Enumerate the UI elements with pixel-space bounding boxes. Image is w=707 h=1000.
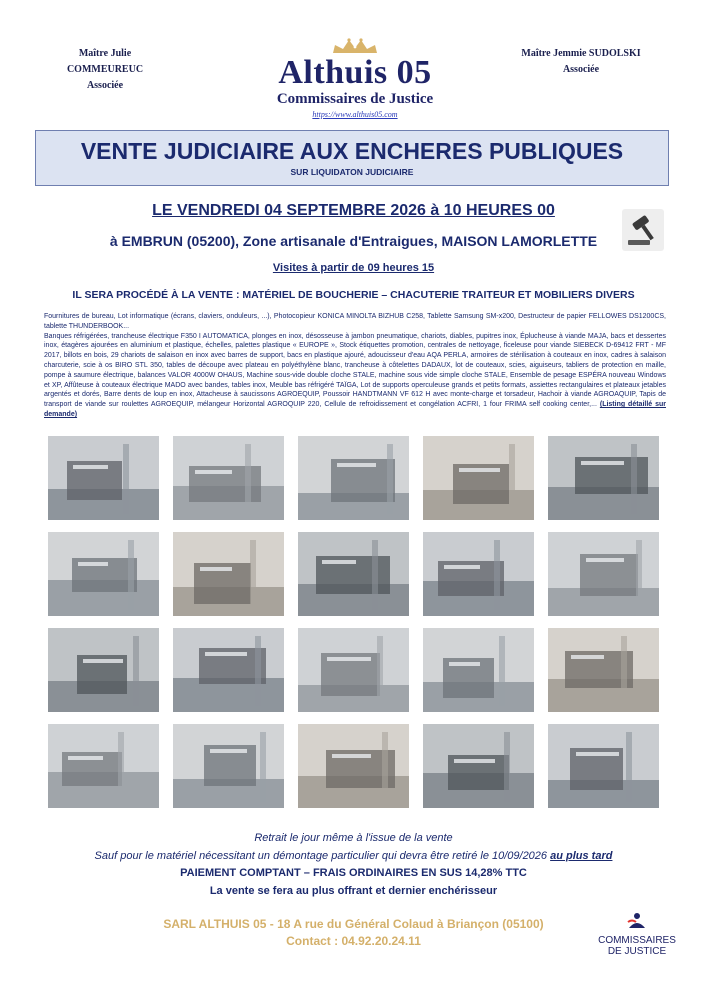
gavel-icon	[622, 209, 664, 251]
brand-url-link[interactable]: https://www.althuis05.com	[312, 110, 398, 119]
equipment-photo	[423, 436, 534, 520]
left-partner-name: Maître Julie COMMEUREUC	[66, 48, 144, 75]
crown-icon	[330, 38, 380, 54]
retrait-exception	[0, 850, 707, 862]
equipment-photo	[48, 724, 159, 808]
sale-date: LE VENDREDI 04 SEPTEMBRE 2026 à 10 HEURES 00	[152, 202, 555, 219]
equipment-photo	[48, 532, 159, 616]
equipment-photo	[298, 628, 409, 712]
equipment-photo	[548, 724, 659, 808]
brand-logo	[220, 38, 490, 119]
payment-terms: PAIEMENT COMPTANT – FRAIS ORDINAIRES EN SUS 14,28% TTC	[180, 867, 527, 879]
right-partner	[506, 46, 656, 78]
equipment-photo	[298, 532, 409, 616]
equipment-photo	[423, 532, 534, 616]
retrait-note: Retrait le jour même à l'issue de la vente	[254, 832, 453, 844]
logo-line-1: COMMISSAIRES	[598, 935, 676, 946]
right-partner-role: Associée	[562, 64, 600, 75]
equipment-photo	[423, 628, 534, 712]
equipment-photo	[548, 628, 659, 712]
listing-link[interactable]: (Listing détaillé sur demande)	[44, 401, 666, 418]
banner-subtitle: SUR LIQUIDATON JUDICIAIRE	[290, 167, 414, 177]
title-banner	[35, 130, 669, 186]
equipment-photo	[173, 628, 284, 712]
commissaires-de-justice-logo	[592, 912, 682, 957]
equipment-photo	[173, 436, 284, 520]
equipment-photo	[423, 724, 534, 808]
company-address: SARL ALTHUIS 05 - 18 A rue du Général Colaud à Briançon (05100)	[163, 917, 544, 931]
sale-heading: IL SERA PROCÉDÉ À LA VENTE : MATÉRIEL DE BOUCHERIE – CHACUTERIE TRAITEUR ET MOBILIERS DIVERS	[72, 289, 635, 301]
equipment-photo	[48, 436, 159, 520]
left-partner-role: Associée	[86, 80, 124, 91]
equipment-photo	[548, 436, 659, 520]
equipment-photo	[48, 628, 159, 712]
logo-line-2: DE JUSTICE	[607, 946, 667, 957]
description-paragraph-office: Fournitures de bureau, Lot informatique (écrans, claviers, onduleurs, ...), Photocopieur KONICA MINOLTA BIZHUB C258, Tablette Samsung SM-x200, Destructeur de papier FELLOWES DS1200CS, tablette THUNDERBOOK...	[44, 313, 666, 330]
sale-terms: La vente se fera au plus offrant et dernier enchérisseur	[209, 885, 498, 897]
left-partner	[40, 46, 170, 94]
retrait-exception-text: Sauf pour le matériel nécessitant un démontage particulier qui devra être retiré le 10/09/2026	[94, 850, 548, 862]
banner-title: VENTE JUDICIAIRE AUX ENCHERES PUBLIQUES	[80, 138, 624, 164]
equipment-photo	[173, 724, 284, 808]
description-equipment-text: Banques réfrigérées, trancheuse électrique F350 I AUTOMATICA, plonges en inox, désosseuse à jambon pneumatique, chariots, diables, pupitres inox, Éplucheuse à viande MAJA, bacs et dessertes inox, étagères ajourées en aluminium et plastique, échelles, palettes plastique « EUROPE », Stock étiquettes promotion, centrales de nettoyage, ficeleuse pour viande SIEBECK D-69412 FRT - MF 2017, billots en bois, 29 chariots de salaison en inox avec barres de support, bacs en plastique ajouré, adoucisseur d'eau AQA PERLA, armoires de stérilisation à couteaux en inox, cadres à salaison charcuterie, scie à os BIRO STL 350, tables de découpe avec plateau en polyéthylène blanc, trancheuse à côtelettes DADAUX, lot de couteaux, scies, aiguiseurs, tabliers de protection en maille, pompe à saumure électrique, balances VALOR 4000W OHAUS, Machine sous-vide double cloche STALE, machine sous vide simple cloche STALE, Ensemble de pesage ESPÉRA nouveau Windows et XP, Affûteuse à couteaux électrique MADO avec bandes, tables inox, Meuble bas réfrigéré TAÏGA, Lot de supports operculeuse grands et petits formats, assiettes rectangulaires et plateaux jetables argentés et dorés, Barre dents de loup en inox, Attacheuse à saucissons AGROEQUIP, Poussoir HANDTMANN VF 612 H avec monte-charge et torsadeur, Hachoir à viande AGROAQUIP, Tapis de transport de viande sur roulettes AGROEQUIP, mélangeur Horizontal AGROQUIP 220, Cellule de refroidissement et congélation ACFRI, 1 four FRIMA self cooking center,...	[44, 332, 666, 409]
sale-visits: Visites à partir de 09 heures 15	[272, 262, 435, 274]
description-paragraph-equipment	[44, 332, 666, 420]
equipment-photo	[298, 724, 409, 808]
equipment-photo	[173, 532, 284, 616]
company-contact[interactable]: Contact : 04.92.20.24.11	[286, 934, 421, 948]
marianne-icon	[626, 912, 648, 930]
retrait-deadline: au plus tard	[550, 850, 613, 862]
brand-name: Althuis 05	[278, 54, 432, 91]
equipment-photo	[548, 532, 659, 616]
right-partner-name: Maître Jemmie SUDOLSKI	[521, 48, 641, 59]
equipment-photo	[298, 436, 409, 520]
lot-description	[44, 312, 666, 420]
brand-subtitle: Commissaires de Justice	[276, 91, 434, 107]
sale-location: à EMBRUN (05200), Zone artisanale d'Entraigues, MAISON LAMORLETTE	[109, 233, 598, 249]
